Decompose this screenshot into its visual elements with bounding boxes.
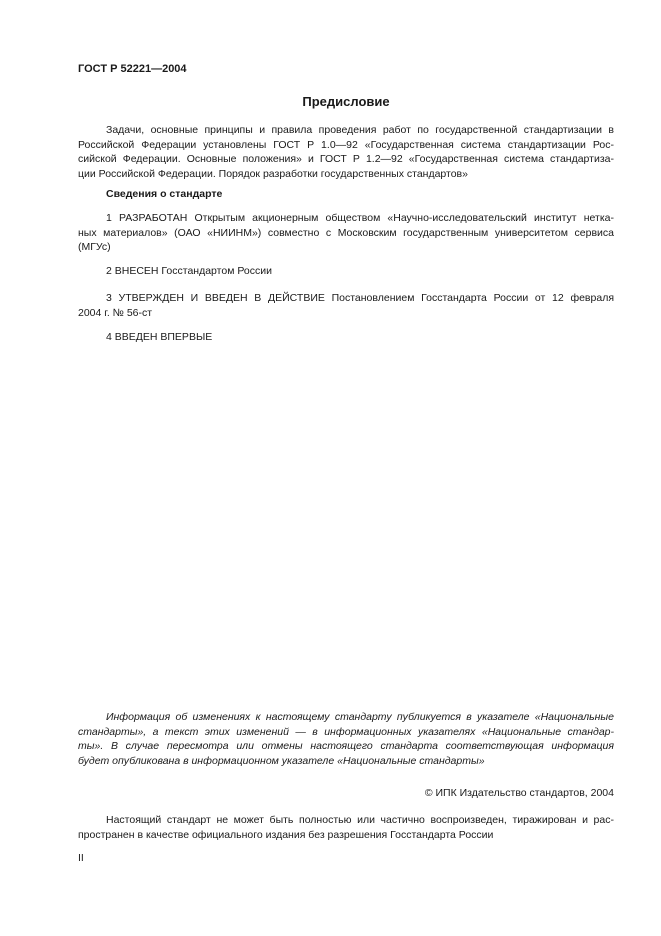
item-4 [78,330,614,345]
info-line: Информация об изменениях к настоящему стандарту публикуется в указателе «Национальные [106,711,614,723]
intro-line: ции Российской Федерации. Порядок разработки государственных стандартов» [78,167,468,180]
item-3 [78,291,614,320]
document-header: ГОСТ Р 52221—2004 [78,63,187,75]
page-number: II [78,852,84,864]
item-1-line: 1 РАЗРАБОТАН Открытым акционерным обществом «Научно-исследовательский институт нетка- [106,212,614,224]
item-2 [78,264,614,279]
intro-paragraph [78,123,614,181]
item-4-line: 4 ВВЕДЕН ВПЕРВЫЕ [106,331,213,343]
notice-line: Настоящий стандарт не может быть полностью или частично воспроизведен, тиражирован и рас- [106,814,614,826]
reproduction-notice [78,813,614,842]
section-heading-text: Сведения о стандарте [106,188,223,200]
item-1 [78,211,614,255]
intro-line: сийской Федерации. Основные положения» и ГОСТ Р 1.2—92 «Государственная система стандартиза- [78,153,614,165]
info-paragraph [78,710,614,768]
item-3-line: 2004 г. № 56-ст [78,306,153,319]
notice-line: пространен в качестве официального издания без разрешения Госстандарта России [78,828,494,841]
item-3-line: 3 УТВЕРЖДЕН И ВВЕДЕН В ДЕЙСТВИЕ Постановлением Госстандарта России от 12 февраля [106,292,614,304]
item-1-line: ных материалов» (ОАО «НИИНМ») совместно с Московским государственным университетом сервиса [78,226,614,239]
section-heading [78,187,614,202]
item-1-line: (МГУс) [78,241,111,253]
page-title: Предисловие [302,94,390,109]
intro-line: Российской Федерации установлены ГОСТ Р 1.0—92 «Государственная система стандартизации Рос- [78,138,614,151]
intro-line: Задачи, основные принципы и правила проведения работ по государственной стандартизации в [106,124,614,136]
info-line: стандарты», а текст этих изменений — в информационных указателях «Национальные стандар- [78,725,614,738]
info-line: будет опубликована в информационном указателе «Национальные стандарты» [78,754,485,767]
copyright-notice: © ИПК Издательство стандартов, 2004 [424,787,614,799]
item-2-line: 2 ВНЕСЕН Госстандартом России [106,265,272,277]
info-line: ты». В случае пересмотра или отмены настоящего стандарта соответствующая информация [78,740,614,752]
